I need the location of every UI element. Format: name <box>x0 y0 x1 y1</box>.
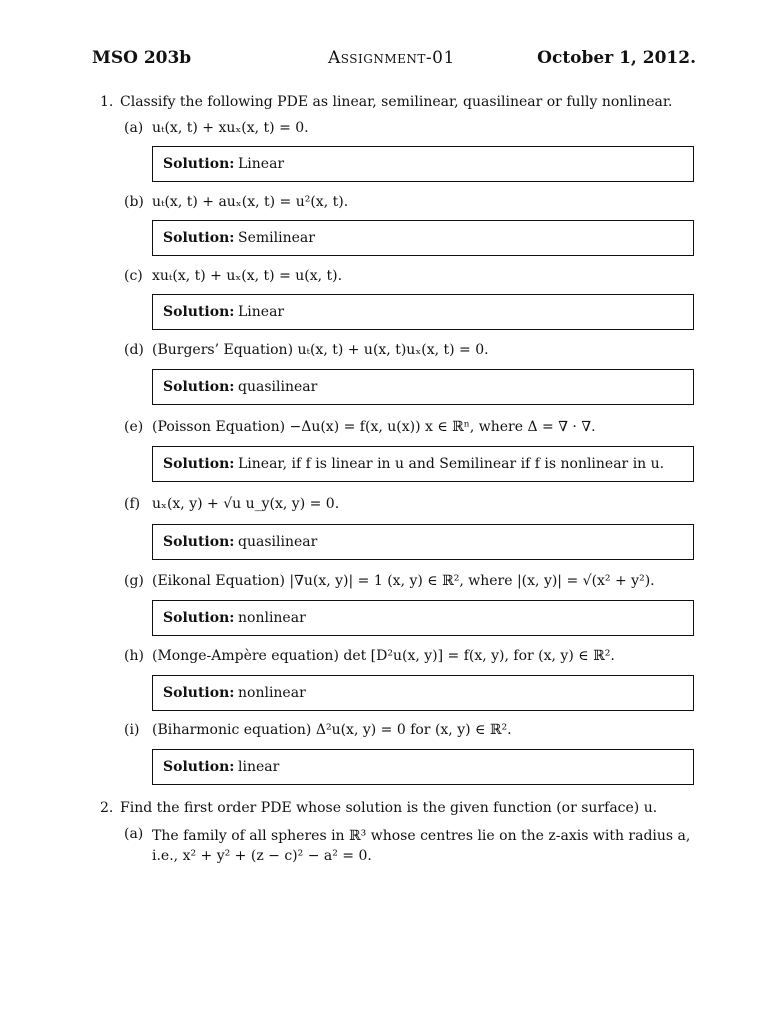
solution-text: Linear, if f is linear in u and Semilinear if f is nonlinear in u. <box>238 456 665 472</box>
part-label: (f) <box>124 496 141 512</box>
part-label: (a) <box>124 826 144 842</box>
part-expression: (Burgers’ Equation) uₜ(x, t) + u(x, t)uₓ(x, t) = 0. <box>152 342 489 358</box>
solution-box <box>152 675 694 711</box>
solution-label: Solution: <box>163 156 235 172</box>
solution-box <box>152 369 694 405</box>
question-text: Find the first order PDE whose solution is the given function (or surface) u. <box>120 800 658 816</box>
solution-text: quasilinear <box>238 534 318 550</box>
solution-label: Solution: <box>163 456 235 472</box>
solution-label: Solution: <box>163 759 235 775</box>
solution-text: linear <box>238 759 280 775</box>
page-header <box>92 48 696 72</box>
solution-text: nonlinear <box>238 610 306 626</box>
part-expression: (Poisson Equation) −Δu(x) = f(x, u(x)) x ∈ ℝⁿ, where Δ = ∇ · ∇. <box>152 419 596 435</box>
part-expression: (Eikonal Equation) |∇u(x, y)| = 1 (x, y) ∈ ℝ², where |(x, y)| = √(x² + y²). <box>152 573 655 589</box>
question-number: 2. <box>100 800 114 816</box>
part-label: (i) <box>124 722 140 738</box>
solution-text: Semilinear <box>238 230 315 246</box>
solution-box <box>152 446 694 482</box>
part-expression: The family of all spheres in ℝ³ whose centres lie on the z-axis with radius a, i.e., x² + y² + (z − c)² − a² = 0. <box>152 828 691 864</box>
question-number: 1. <box>100 94 114 110</box>
part-expression: uₜ(x, t) + xuₓ(x, t) = 0. <box>152 120 309 136</box>
solution-box <box>152 294 694 330</box>
solution-box <box>152 749 694 785</box>
part-label: (e) <box>124 419 144 435</box>
solution-text: Linear <box>238 156 285 172</box>
solution-box <box>152 146 694 182</box>
part-label: (d) <box>124 342 144 358</box>
part-label: (a) <box>124 120 144 136</box>
solution-box <box>152 220 694 256</box>
solution-box <box>152 524 694 560</box>
question-text: Classify the following PDE as linear, semilinear, quasilinear or fully nonlinear. <box>120 94 673 110</box>
assignment-date: October 1, 2012. <box>537 48 696 68</box>
assignment-title: Assignment-01 <box>328 48 455 68</box>
part-expression: (Monge-Ampère equation) det [D²u(x, y)] = f(x, y), for (x, y) ∈ ℝ². <box>152 648 615 664</box>
solution-text: nonlinear <box>238 685 306 701</box>
solution-label: Solution: <box>163 534 235 550</box>
solution-label: Solution: <box>163 610 235 626</box>
solution-text: quasilinear <box>238 379 318 395</box>
part-label: (h) <box>124 648 144 664</box>
part-expression: (Biharmonic equation) Δ²u(x, y) = 0 for (x, y) ∈ ℝ². <box>152 722 512 738</box>
part-label: (b) <box>124 194 144 210</box>
solution-label: Solution: <box>163 230 235 246</box>
solution-label: Solution: <box>163 685 235 701</box>
part-label: (c) <box>124 268 143 284</box>
solution-label: Solution: <box>163 379 235 395</box>
course-code: MSO 203b <box>92 48 192 68</box>
solution-box <box>152 600 694 636</box>
part-expression: uₓ(x, y) + √u u_y(x, y) = 0. <box>152 496 340 512</box>
part-label: (g) <box>124 573 144 589</box>
solution-label: Solution: <box>163 304 235 320</box>
solution-text: Linear <box>238 304 285 320</box>
part-expression: uₜ(x, t) + auₓ(x, t) = u²(x, t). <box>152 194 349 210</box>
part-expression: xuₜ(x, t) + uₓ(x, t) = u(x, t). <box>152 268 343 284</box>
